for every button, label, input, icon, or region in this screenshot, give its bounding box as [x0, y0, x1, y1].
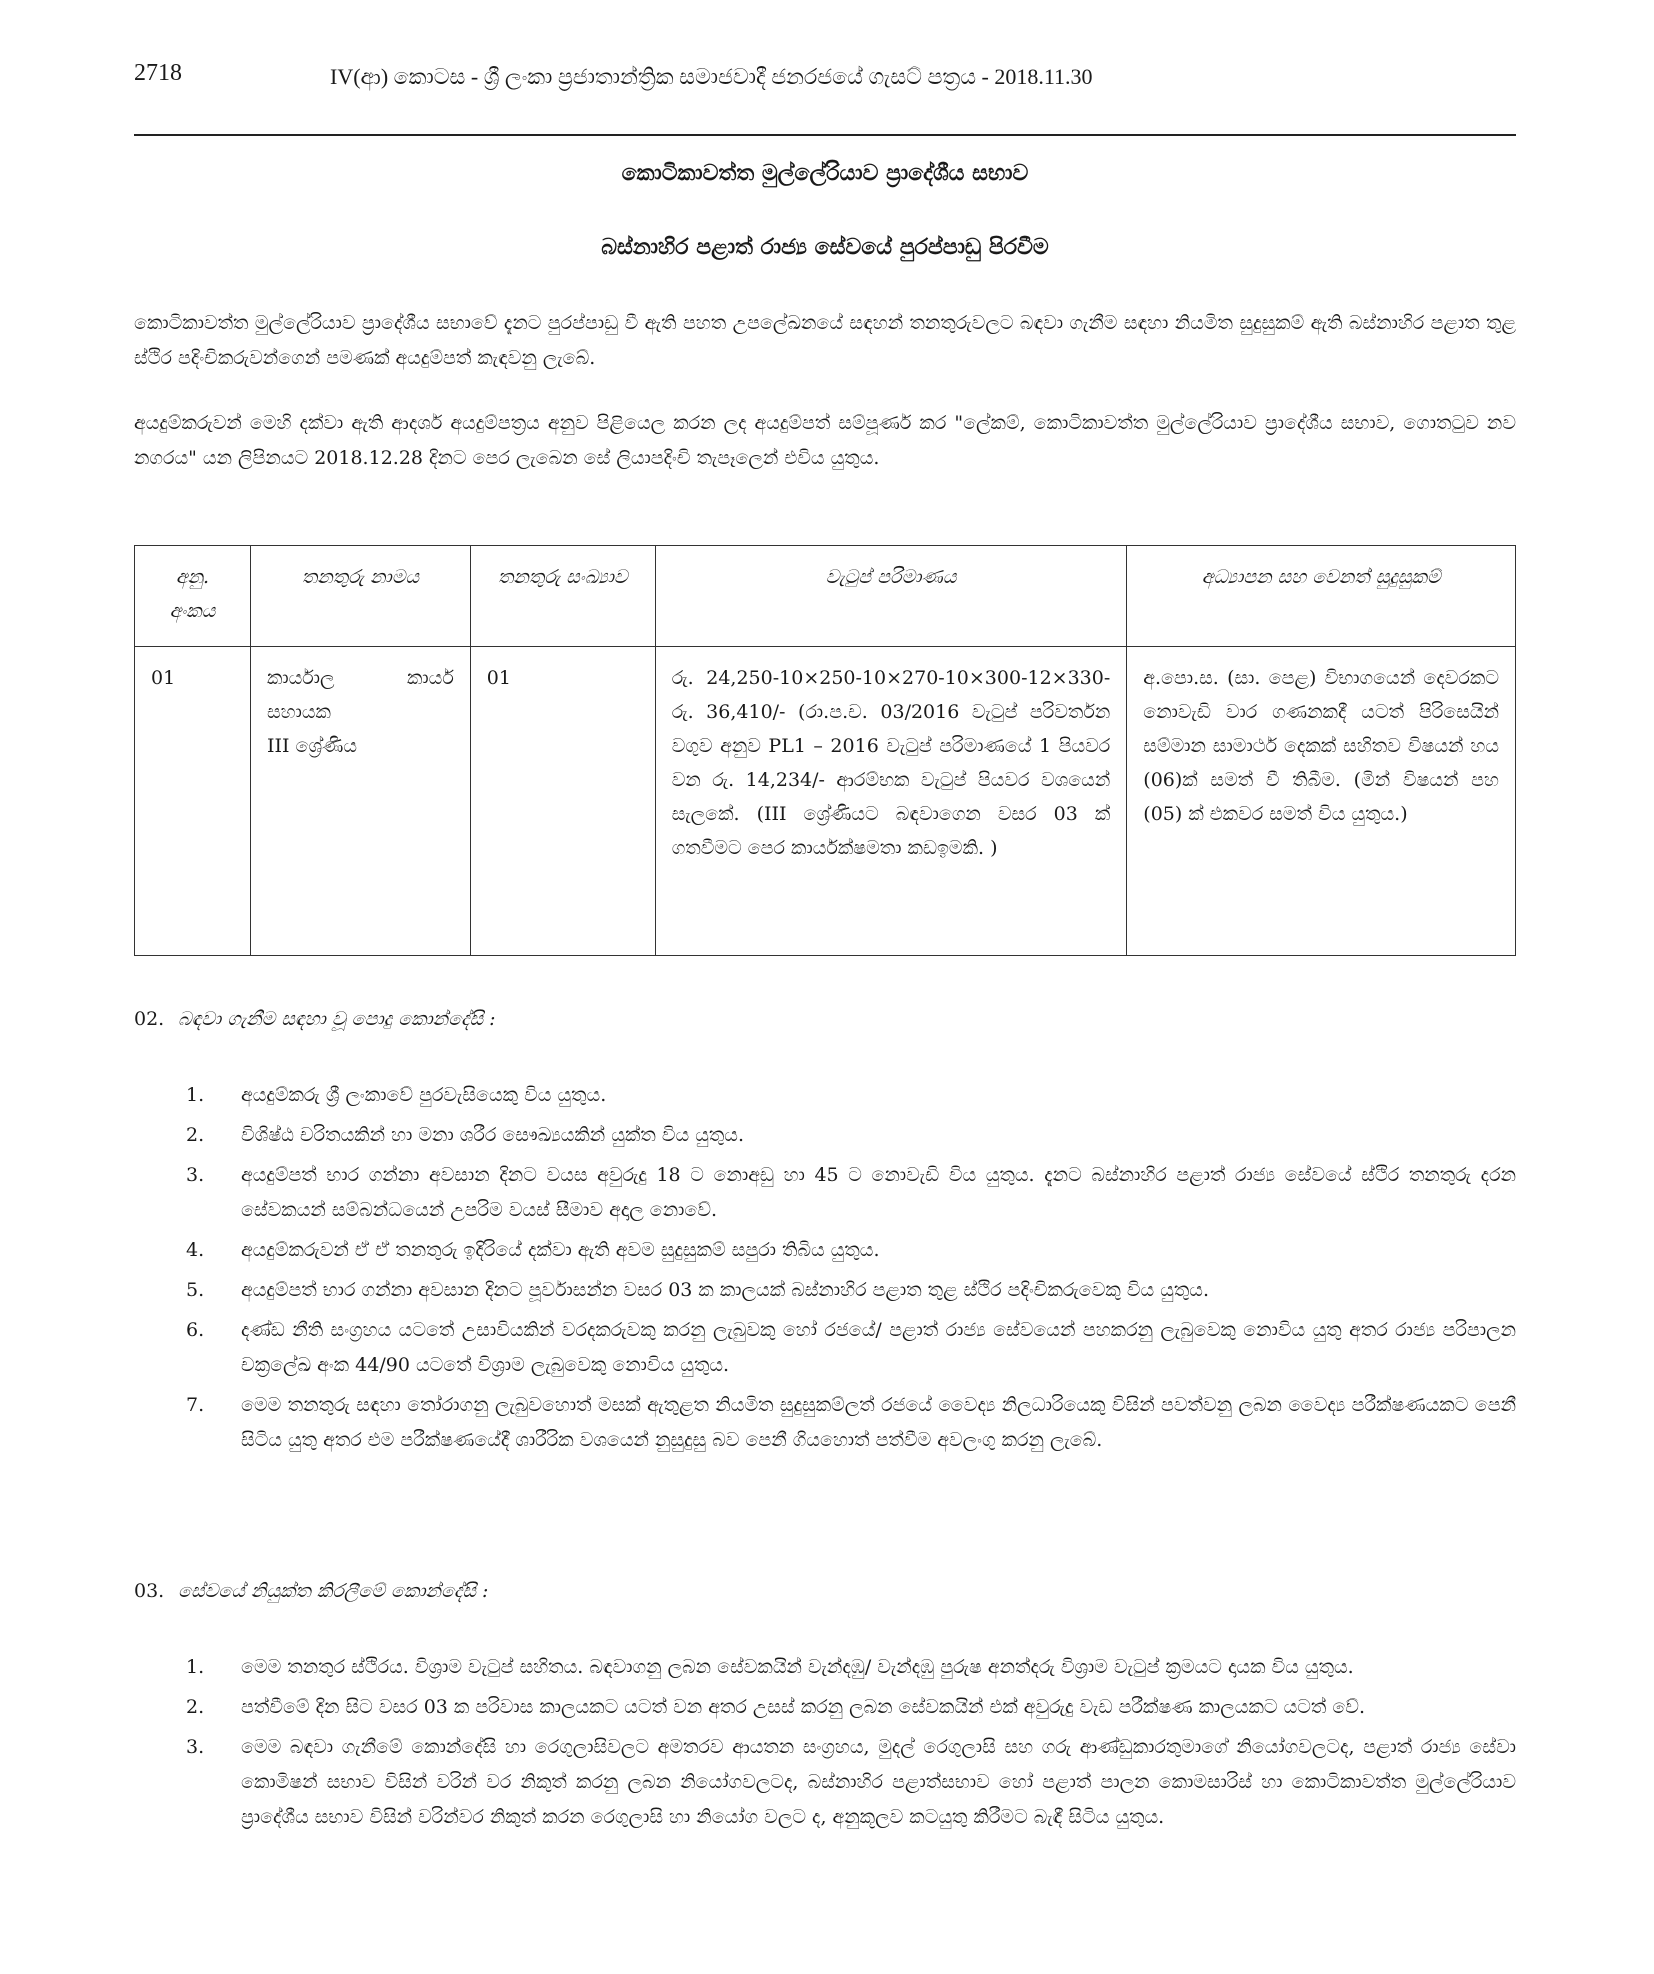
list-item: 1. මෙම තනතුර ස්ථිරය. විශ්‍රාම වැටුප් සහිතය. බඳවාගනු ලබන සේවකයින් වැන්දඹු/ වැන්දඹු පුරුෂ අනත්දරු විශ්‍රාම වැටුප් ක්‍රමයට දායක විය යුතුය. — [186, 1656, 1354, 1678]
vacancy-table — [134, 545, 1516, 956]
post-name-text: කාර්යාල කාර්ය සහායක — [266, 667, 454, 723]
header-divider — [134, 134, 1516, 136]
notice-heading-council: කොටිකාවත්ත මුල්ලේරියාව ප්‍රාදේශීය සභාව — [621, 160, 1029, 186]
list-item: 3. මෙම බඳවා ගැනීමේ කොන්දේසි හා රෙගුලාසිවලට අමතරව ආයතන සංග්‍රහය, මුදල් රෙගුලාසි සහ ගරු ආණ්ඩුකාරතුමාගේ නියෝගවලටද, පළාත් රාජ්‍ය සේවා කොමිෂන් සභාව විසින් වරින් වර නිකුත් කරනු ලබන නියෝගවලටද, බස්නාහිර පළාත්සභාව හෝ පළාත් පාලන කොමසාරිස් හා කොටිකාවත්ත මුල්ලේරියාව ප්‍රාදේශීය සභාව විසින් වරින්වර නිකුත් කරන රෙගුලාසි හා නියෝග වලට ද, අනුකූලව කටයුතු කිරීමට බැඳී සිටිය යුතුය. — [186, 1736, 1516, 1828]
list-item: 4. අයදුම්කරුවන් ඒ ඒ තනතුරු ඉදිරියේ දක්වා ඇති අවම සුදුසුකම් සපුරා තිබිය යුතුය. — [186, 1239, 880, 1261]
list-item: 7. මෙම තනතුරු සඳහා තෝරාගනු ලැබුවහොත් මසක් ඇතුළත නියමිත සුදුසුකම්ලත් රජයේ වෛද්‍ය නිලධාරියෙකු විසින් පවත්වනු ලබන වෛද්‍ය පරීක්ෂණයකට පෙනී සිටිය යුතු අතර එම පරීක්ෂණයේදී ශාරීරික වශයෙන් නුසුදුසු බව පෙනී ගියහොත් පත්වීම අවලංගු කරනු ලැබේ. — [186, 1394, 1516, 1451]
gazette-header-title: IV(ආ) කොටස - ශ්‍රී ලංකා ප්‍රජාතාන්ත්‍රික සමාජවාදී ජනරජයේ ගැසට් පත්‍රය - 2018.11.30 — [330, 64, 1093, 89]
general-conditions-list — [186, 1078, 1516, 1463]
post-grade-text: III ශ්‍රේණිය — [266, 735, 358, 757]
section-3-title — [134, 1580, 488, 1602]
cell-salary: රු. 24,250-10×250-10×270-10×300-12×330-රු. 36,410/- (රා.ප.ච. 03/2016 වැටුප් පරිවර්තන වගුව අනුව PL1 – 2016 වැටුප් පරිමාණයේ 1 පියවර වන රු. 14,234/- ආරම්භක වැටුප් පියවර වශයෙන් සැලකේ. (III ශ්‍රේණියට බඳවාගෙන වසර 03 ක් ගතවීමට පෙර කාර්යක්ෂමතා කඩඉමකි. ) — [655, 647, 1127, 956]
column-header-vacancies: තනතුරු සංඛ්‍යාව — [470, 546, 655, 647]
table-row — [135, 647, 1516, 956]
cell-vacancies: 01 — [470, 647, 655, 956]
section-2-title — [134, 1008, 496, 1030]
list-item: 5. අයදුම්පත් භාර ගන්නා අවසාන දිනට පූර්වාසන්න වසර 03 ක කාලයක් බස්නාහිර පළාත තුළ ස්ථිර පදිංචිකරුවෙකු විය යුතුය. — [186, 1279, 1209, 1301]
service-conditions-list — [186, 1650, 1516, 1840]
cell-qualifications: අ.පො.ස. (සා. පෙළ) විභාගයෙන් දෙවරකට නොවැඩි වාර ගණනකදී යටත් පිරිසෙයින් සම්මාන සාමාර්ථ දෙකක් සහිතව විෂයන් හය (06)ක් සමත් වී තිබීම. (මින් විෂයන් පහ (05) ක් එකවර සමත් විය යුතුය.) — [1127, 647, 1516, 956]
section-2-title-text: බඳවා ගැනීම සඳහා වූ පොදු කොන්දේසි : — [178, 1008, 496, 1030]
list-item: 2. පත්වීමේ දින සිට වසර 03 ක පරිවාස කාලයකට යටත් වන අතර උසස් කරනු ලබන සේවකයින් එක් අවුරුදු වැඩ පරීක්ෂණ කාලයකට යටත් වේ. — [186, 1696, 1365, 1718]
list-item: 1. අයදුම්කරු ශ්‍රී ලංකාවේ පුරවැසියෙකු විය යුතුය. — [186, 1084, 607, 1106]
section-3-number: 03. — [134, 1580, 165, 1602]
intro-paragraph: කොටිකාවත්ත මුල්ලේරියාව ප්‍රාදේශීය සභාවේ දැනට පුරප්පාඩු වී ඇති පහත උපලේඛනයේ සඳහන් තනතුරුවලට බඳවා ගැනීම සඳහා නියමිත සුදුසුකම් ඇති බස්නාහිර පළාත තුළ ස්ථිර පදිංචිකරුවන්ගෙන් පමණක් අයදුම්පත් කැඳවනු ලැබේ. — [134, 312, 1516, 369]
list-item: 6. දණ්ඩ නීති සංග්‍රහය යටතේ උසාවියකින් වරදකරුවකු කරනු ලැබුවකු හෝ රජයේ/ පළාත් රාජ්‍ය සේවයෙන් පහකරනු ලැබුවෙකු නොවිය යුතු අතර රාජ්‍ය පරිපාලන චක්‍රලේඛ අංක 44/90 යටතේ විශ්‍රාම ලැබුවෙකු නොවිය යුතුය. — [186, 1319, 1516, 1376]
page-number: 2718 — [134, 60, 182, 86]
notice-heading-vacancies: බස්නාහිර පළාත් රාජ්‍ය සේවයේ පුරප්පාඩු පිරවීම — [601, 234, 1049, 260]
cell-post-name — [250, 647, 470, 956]
application-instructions-paragraph: අයදුම්කරුවන් මෙහි දක්වා ඇති ආදර්ශ අයදුම්පත්‍රය අනුව පිළියෙල කරන ලද අයදුම්පත් සම්පූර්ණ කර "ලේකම්, කොටිකාවත්ත මුල්ලේරියාව ප්‍රාදේශීය සභාව, ගොතටුව නව නගරය" යන ලිපිනයට 2018.12.28 දිනට පෙර ලැබෙන සේ ලියාපදිංචි තැපෑලෙන් එවිය යුතුය. — [134, 412, 1516, 469]
table-header-row — [135, 546, 1516, 647]
section-3-title-text: සේවයේ නියුක්ත කිරලීමේ කොන්දේසි : — [178, 1580, 489, 1602]
list-item: 2. විශිෂ්ඨ චරිතයකින් හා මනා ශරීර සෞඛ්‍යයකින් යුක්ත විය යුතුය. — [186, 1124, 744, 1146]
column-header-qualifications: අධ්‍යාපන සහ වෙනත් සුදුසුකම් — [1127, 546, 1516, 647]
column-header-salary: වැටුප් පරිමාණය — [655, 546, 1127, 647]
list-item: 3. අයදුම්පත් භාර ගන්නා අවසාන දිනට වයස අවුරුදු 18 ට නොඅඩු හා 45 ට නොවැඩි විය යුතුය. දැනට බස්නාහිර පළාත් රාජ්‍ය සේවයේ ස්ථිර තනතුරු දරන සේවකයන් සම්බන්ධයෙන් උපරිම වයස් සීමාව අදාල නොවේ. — [186, 1164, 1516, 1221]
column-header-post-name: තනතුරු නාමය — [250, 546, 470, 647]
section-2-number: 02. — [134, 1008, 165, 1030]
cell-serial: 01 — [135, 647, 251, 956]
column-header-serial: අනු. අංකය — [135, 546, 251, 647]
